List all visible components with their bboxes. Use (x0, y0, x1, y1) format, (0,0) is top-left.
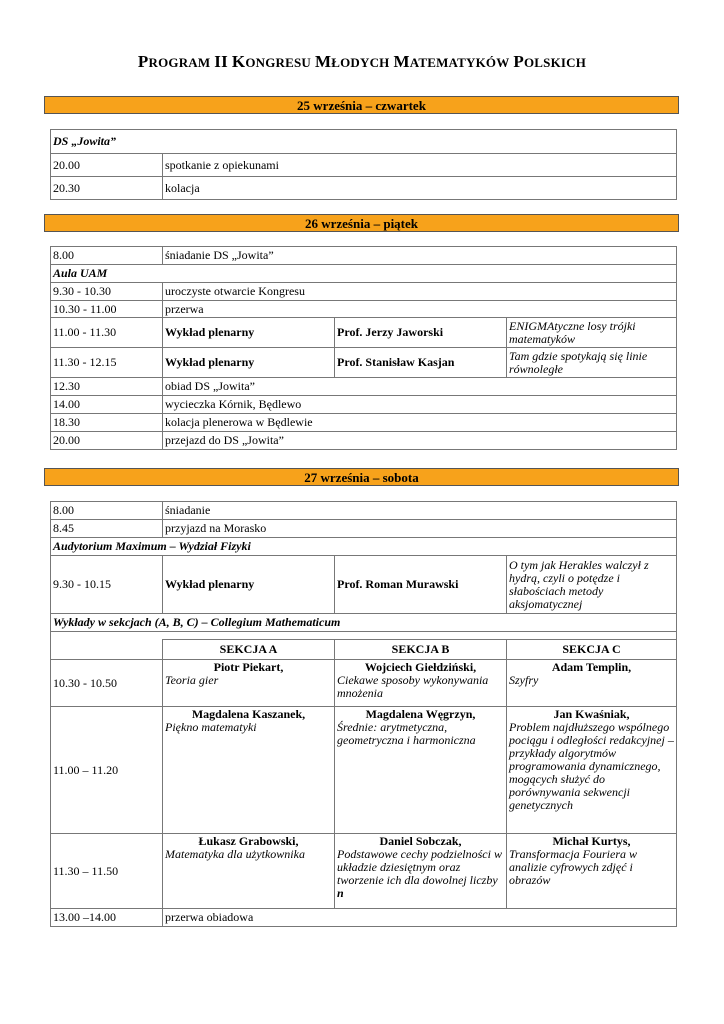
section-a-talk: Łukasz Grabowski, Matematyka dla użytkownika (163, 834, 335, 909)
lecture-type: Wykład plenarny (163, 318, 335, 348)
lecture-topic: Tam gdzie spotykają się linie równoległe (507, 348, 677, 378)
speaker: Prof. Stanisław Kasjan (335, 348, 507, 378)
time-cell: 20.30 (51, 177, 163, 200)
event-cell: przerwa (163, 301, 677, 318)
time-cell: 20.00 (51, 154, 163, 177)
time-cell: 11.00 – 11.20 (51, 707, 163, 834)
event-cell: wycieczka Kórnik, Będlewo (163, 396, 677, 414)
time-cell: 11.30 – 11.50 (51, 834, 163, 909)
section-b-talk: Magdalena Węgrzyn, Średnie: arytmetyczna, geometryczna i harmoniczna (335, 707, 507, 834)
speaker: Prof. Jerzy Jaworski (335, 318, 507, 348)
section-a-talk: Magdalena Kaszanek, Piękno matematyki (163, 707, 335, 834)
time-cell: 11.30 - 12.15 (51, 348, 163, 378)
day-header: 26 września – piątek (44, 214, 679, 232)
event-cell: uroczyste otwarcie Kongresu (163, 283, 677, 301)
event-cell: spotkanie z opiekunami (163, 154, 677, 177)
time-cell: 9.30 - 10.30 (51, 283, 163, 301)
day-header: 25 września – czwartek (44, 96, 679, 114)
event-cell: śniadanie DS „Jowita” (163, 247, 677, 265)
time-cell: 18.30 (51, 414, 163, 432)
section-a-talk: Piotr Piekart, Teoria gier (163, 660, 335, 707)
section-c-header: SEKCJA C (507, 640, 677, 660)
speaker: Prof. Roman Murawski (335, 556, 507, 614)
page-title: PROGRAM II KONGRESU MŁODYCH MATEMATYKÓW POLSKICH (137, 52, 587, 71)
section-c-talk: Adam Templin, Szyfry (507, 660, 677, 707)
sections-title: Wykłady w sekcjach (A, B, C) – Collegium Mathematicum (51, 614, 677, 632)
event-cell: obiad DS „Jowita” (163, 378, 677, 396)
time-cell: 10.30 - 11.00 (51, 301, 163, 318)
day3-table (50, 501, 677, 927)
time-cell: 10.30 - 10.50 (51, 660, 163, 707)
event-cell: przejazd do DS „Jowita” (163, 432, 677, 450)
time-cell: 8.00 (51, 247, 163, 265)
event-cell: przyjazd na Morasko (163, 520, 677, 538)
time-cell: 13.00 –14.00 (51, 909, 163, 927)
venue-row: Audytorium Maximum – Wydział Fizyki (51, 538, 677, 556)
time-cell: 9.30 - 10.15 (51, 556, 163, 614)
lecture-type: Wykład plenarny (163, 556, 335, 614)
day-header: 27 września – sobota (44, 468, 679, 486)
event-cell: kolacja (163, 177, 677, 200)
venue-row: Aula UAM (51, 265, 677, 283)
lecture-topic: O tym jak Herakles walczył z hydrą, czyli o potędze i słabościach metody aksjomatycznej (507, 556, 677, 614)
time-cell: 8.45 (51, 520, 163, 538)
day1-table (50, 129, 677, 200)
time-cell: 8.00 (51, 502, 163, 520)
section-c-talk: Jan Kwaśniak, Problem najdłuższego wspólnego pociągu i odległości redakcyjnej – przykłady algorytmów programowania dynamicznego, mogących służyć do porównywania sekwencji genetycznych (507, 707, 677, 834)
event-cell: przerwa obiadowa (163, 909, 677, 927)
lecture-topic: ENIGMAtyczne losy trójki matematyków (507, 318, 677, 348)
section-b-talk: Daniel Sobczak, Podstawowe cechy podzielności w układzie dziesiętnym oraz tworzenie ich dla dowolnej liczby n (335, 834, 507, 909)
time-cell: 11.00 - 11.30 (51, 318, 163, 348)
event-cell: śniadanie (163, 502, 677, 520)
venue-row: DS „Jowita” (51, 130, 677, 154)
section-b-header: SEKCJA B (335, 640, 507, 660)
section-c-talk: Michał Kurtys, Transformacja Fouriera w analizie cyfrowych zdjęć i obrazów (507, 834, 677, 909)
lecture-type: Wykład plenarny (163, 348, 335, 378)
section-b-talk: Wojciech Giełdziński, Ciekawe sposoby wykonywania mnożenia (335, 660, 507, 707)
section-a-header: SEKCJA A (163, 640, 335, 660)
day2-table (50, 246, 677, 450)
event-cell: kolacja plenerowa w Będlewie (163, 414, 677, 432)
time-cell: 12.30 (51, 378, 163, 396)
time-cell: 14.00 (51, 396, 163, 414)
time-cell: 20.00 (51, 432, 163, 450)
